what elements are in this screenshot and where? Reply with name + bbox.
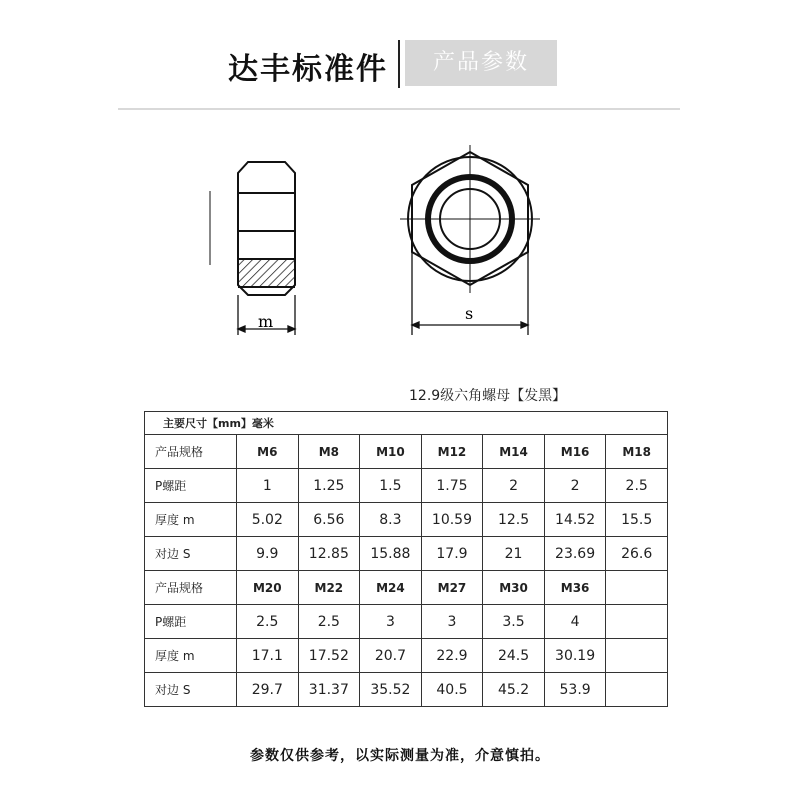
table-cell: 6.56	[298, 503, 360, 537]
size-row	[145, 571, 668, 605]
section-badge: 产品参数	[405, 40, 557, 86]
table-cell: 22.9	[421, 639, 483, 673]
table-cell: 15.88	[360, 537, 422, 571]
size-cell: M22	[298, 571, 360, 605]
hex-nut-drawing	[190, 135, 570, 335]
table-cell	[606, 605, 668, 639]
table-cell: 2	[544, 469, 606, 503]
table-cell: 12.5	[483, 503, 545, 537]
table-cell: 2.5	[606, 469, 668, 503]
row-label: 对边 S	[145, 673, 237, 707]
table-cell: 17.1	[237, 639, 299, 673]
table-cell: 14.52	[544, 503, 606, 537]
table-row	[145, 673, 668, 707]
table-cell: 3	[421, 605, 483, 639]
brand-title: 达丰标准件	[228, 52, 388, 87]
size-cell: M18	[606, 435, 668, 469]
table-cell: 17.52	[298, 639, 360, 673]
row-label: P螺距	[145, 469, 237, 503]
table-cell: 17.9	[421, 537, 483, 571]
m-label: m	[258, 312, 274, 331]
table-row	[145, 503, 668, 537]
size-cell	[606, 571, 668, 605]
row-label: 厚度 m	[145, 503, 237, 537]
size-cell: M24	[360, 571, 422, 605]
table-cell: 21	[483, 537, 545, 571]
table-cell: 9.9	[237, 537, 299, 571]
table-cell: 1.25	[298, 469, 360, 503]
table-cell: 3	[360, 605, 422, 639]
table-cell: 40.5	[421, 673, 483, 707]
table-cell: 29.7	[237, 673, 299, 707]
table-cell: 2.5	[237, 605, 299, 639]
table-cell: 12.85	[298, 537, 360, 571]
size-cell: M27	[421, 571, 483, 605]
row-label: 产品规格	[145, 571, 237, 605]
table-cell: 26.6	[606, 537, 668, 571]
table-cell: 2	[483, 469, 545, 503]
divider	[398, 40, 400, 88]
table-cell: 15.5	[606, 503, 668, 537]
table-header: 主要尺寸【mm】毫米	[145, 412, 668, 435]
table-cell: 1.5	[360, 469, 422, 503]
table-cell: 5.02	[237, 503, 299, 537]
table-cell: 45.2	[483, 673, 545, 707]
size-cell: M10	[360, 435, 422, 469]
spec-table	[144, 411, 668, 707]
header	[0, 40, 800, 90]
size-cell: M20	[237, 571, 299, 605]
size-cell: M12	[421, 435, 483, 469]
table-cell	[606, 639, 668, 673]
table-row	[145, 639, 668, 673]
size-cell: M36	[544, 571, 606, 605]
disclaimer-note: 参数仅供参考，以实际测量为准，介意慎拍。	[250, 748, 550, 764]
table-cell: 8.3	[360, 503, 422, 537]
table-cell: 10.59	[421, 503, 483, 537]
table-cell: 31.37	[298, 673, 360, 707]
table-cell: 4	[544, 605, 606, 639]
row-label: 产品规格	[145, 435, 237, 469]
hatched-section	[239, 260, 294, 286]
table-cell: 23.69	[544, 537, 606, 571]
table-cell: 2.5	[298, 605, 360, 639]
row-label: P螺距	[145, 605, 237, 639]
table-row	[145, 537, 668, 571]
s-label: s	[465, 304, 474, 323]
size-cell: M14	[483, 435, 545, 469]
row-label: 对边 S	[145, 537, 237, 571]
size-row	[145, 435, 668, 469]
table-cell: 1	[237, 469, 299, 503]
table-row	[145, 605, 668, 639]
header-rule	[118, 108, 680, 110]
size-cell: M6	[237, 435, 299, 469]
table-cell: 20.7	[360, 639, 422, 673]
table-cell: 53.9	[544, 673, 606, 707]
table-row	[145, 469, 668, 503]
table-header-row	[145, 412, 668, 435]
size-cell: M8	[298, 435, 360, 469]
table-cell	[606, 673, 668, 707]
row-label: 厚度 m	[145, 639, 237, 673]
size-cell: M30	[483, 571, 545, 605]
table-cell: 1.75	[421, 469, 483, 503]
table-cell: 24.5	[483, 639, 545, 673]
table-cell: 35.52	[360, 673, 422, 707]
size-cell: M16	[544, 435, 606, 469]
table-cell: 3.5	[483, 605, 545, 639]
product-caption: 12.9级六角螺母【发黑】	[409, 388, 567, 404]
table-cell: 30.19	[544, 639, 606, 673]
